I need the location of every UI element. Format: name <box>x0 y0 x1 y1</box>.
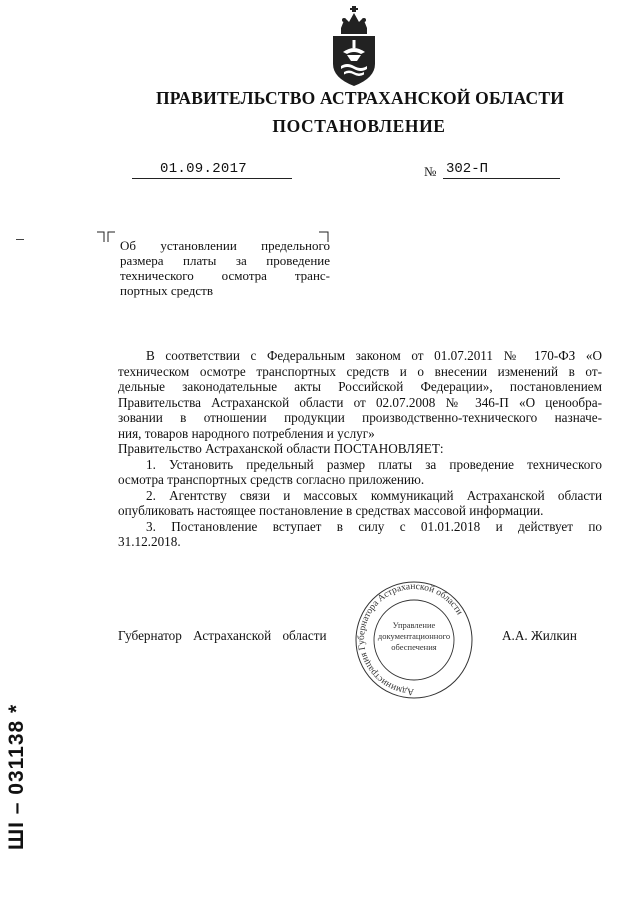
stamp-ring-text: Администрация Губернатора Астраханской области <box>356 581 465 697</box>
document-date: 01.09.2017 <box>160 161 248 177</box>
document-type: ПОСТАНОВЛЕНИЕ <box>272 116 446 136</box>
official-stamp <box>349 580 479 702</box>
item-line: 3. Постановление вступает в силу с 01.01.2018 и действует по <box>146 518 602 534</box>
form-serial-number: ШI – 031138 * <box>5 703 28 850</box>
number-underline <box>443 178 560 179</box>
subject-line: портных средств <box>120 283 213 298</box>
stamp-center-line: документационного <box>377 631 451 641</box>
subject-corner-mark-left <box>96 231 116 243</box>
preamble-line: дельные законодательные акты Российской Федерации», постановлением <box>118 379 602 394</box>
item-line: 31.12.2018. <box>118 534 181 549</box>
stamp-center-line: обеспечения <box>391 642 437 652</box>
subject-line: размера платы за проведение <box>120 253 330 268</box>
document-number: 302-П <box>446 161 489 177</box>
preamble-line: ния, товаров народного потребления и услуг» <box>118 425 375 441</box>
document-body <box>118 348 602 550</box>
date-underline <box>132 178 292 179</box>
item-line: осмотра транспортных средств согласно приложению. <box>118 472 425 487</box>
document-subject <box>120 238 330 298</box>
item-line: 2. Агентству связи и массовых коммуникаций Астраханской области <box>146 487 602 503</box>
stamp-center-line: Управление <box>392 620 436 630</box>
subject-line: технического осмотра транс- <box>120 268 330 283</box>
preamble-line: Правительства Астраханской области от 02.07.2008 № 346-П «О ценообра- <box>118 394 602 410</box>
signatory-name: А.А. Жилкин <box>502 628 577 643</box>
margin-dash <box>16 239 24 240</box>
signatory-title: Губернатор Астраханской области <box>118 628 327 643</box>
item-line: 1. Установить предельный размер платы за проведение технического <box>146 456 602 472</box>
coat-of-arms-icon <box>327 6 381 90</box>
preamble-line: В соответствии с Федеральным законом от 01.07.2011 № 170-ФЗ «О <box>146 348 602 363</box>
preamble-line: техническом осмотре транспортных средств и о внесении изменений в от- <box>118 363 602 379</box>
organization-title: ПРАВИТЕЛЬСТВО АСТРАХАНСКОЙ ОБЛАСТИ <box>155 88 565 108</box>
number-sign: № <box>424 164 437 179</box>
preamble-line: зовании в отношении продукции производственно-технического назначе- <box>118 410 602 425</box>
item-line: опубликовать настоящее постановление в средствах массовой информации. <box>118 503 544 518</box>
resolves-line: Правительство Астраханской области ПОСТАНОВЛЯЕТ: <box>118 441 444 456</box>
subject-line: Об установлении предельного <box>120 238 330 253</box>
